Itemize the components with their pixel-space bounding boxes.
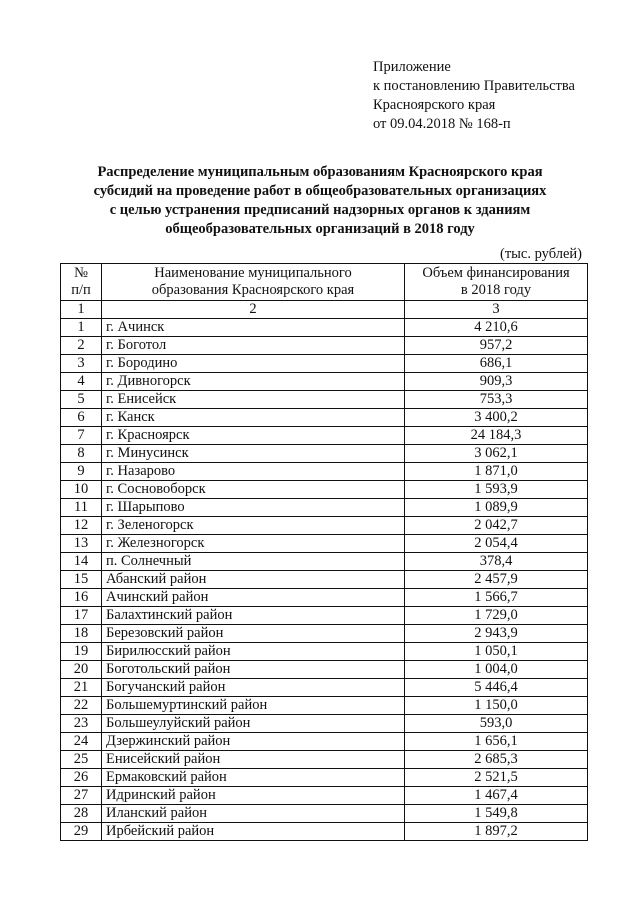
table-row [61,319,588,337]
table-row [61,769,588,787]
table-row [61,337,588,355]
title-line: с целью устранения предписаний надзорных органов к зданиям [109,202,531,218]
funding-amount: 753,3 [405,391,588,409]
header-number [61,264,102,301]
funding-amount: 2 943,9 [405,625,588,643]
municipality-name: г. Сосновоборск [102,481,405,499]
row-number: 24 [61,733,102,751]
row-number: 5 [61,391,102,409]
table-row [61,355,588,373]
table-row [61,589,588,607]
header-number-line1: № [74,265,88,281]
funding-amount: 2 042,7 [405,517,588,535]
municipality-name: г. Красноярск [102,427,405,445]
row-number: 26 [61,769,102,787]
row-number: 10 [61,481,102,499]
municipality-name: г. Ачинск [102,319,405,337]
municipality-name: г. Шарыпово [102,499,405,517]
municipality-name: г. Дивногорск [102,373,405,391]
funding-amount: 686,1 [405,355,588,373]
table-header-row [61,264,588,301]
row-number: 8 [61,445,102,463]
row-number: 11 [61,499,102,517]
column-number: 3 [405,301,588,319]
funding-amount: 3 062,1 [405,445,588,463]
municipality-name: Богучанский район [102,679,405,697]
municipality-name: г. Боготол [102,337,405,355]
row-number: 19 [61,643,102,661]
row-number: 7 [61,427,102,445]
funding-amount: 378,4 [405,553,588,571]
title-line: общеобразовательных организаций в 2018 году [165,221,475,237]
subsidy-table [60,263,588,841]
row-number: 3 [61,355,102,373]
appendix-line: Приложение [373,59,451,75]
table-row [61,661,588,679]
table-row [61,427,588,445]
row-number: 2 [61,337,102,355]
row-number: 13 [61,535,102,553]
municipality-name: г. Зеленогорск [102,517,405,535]
municipality-name: п. Солнечный [102,553,405,571]
table-row [61,499,588,517]
header-amount-line1: Объем финансирования [422,265,570,281]
funding-amount: 1 897,2 [405,823,588,841]
appendix-line: от 09.04.2018 № 168-п [373,116,511,132]
funding-amount: 24 184,3 [405,427,588,445]
municipality-name: Енисейский район [102,751,405,769]
row-number: 4 [61,373,102,391]
funding-amount: 1 089,9 [405,499,588,517]
appendix-line: к постановлению Правительства [373,78,575,94]
header-name-line1: Наименование муниципального [154,265,352,281]
table-row [61,625,588,643]
column-number: 2 [102,301,405,319]
funding-amount: 4 210,6 [405,319,588,337]
municipality-name: Боготольский район [102,661,405,679]
municipality-name: г. Канск [102,409,405,427]
funding-amount: 957,2 [405,337,588,355]
funding-amount: 1 050,1 [405,643,588,661]
funding-amount: 3 400,2 [405,409,588,427]
table-row [61,391,588,409]
table-row [61,697,588,715]
row-number: 6 [61,409,102,427]
row-number: 1 [61,319,102,337]
municipality-name: Березовский район [102,625,405,643]
funding-amount: 2 521,5 [405,769,588,787]
municipality-name: Ачинский район [102,589,405,607]
table-row [61,733,588,751]
funding-amount: 1 467,4 [405,787,588,805]
municipality-name: Дзержинский район [102,733,405,751]
table-row [61,715,588,733]
header-name-line2: образования Красноярского края [151,282,355,298]
row-number: 20 [61,661,102,679]
document-title [60,163,580,239]
table-row [61,571,588,589]
title-line: субсидий на проведение работ в общеобразовательных организациях [93,183,547,199]
header-amount [405,264,588,301]
funding-amount: 2 054,4 [405,535,588,553]
table-body [61,301,588,841]
municipality-name: г. Бородино [102,355,405,373]
funding-amount: 1 729,0 [405,607,588,625]
column-number: 1 [61,301,102,319]
table-row [61,643,588,661]
row-number: 17 [61,607,102,625]
funding-amount: 593,0 [405,715,588,733]
table-row [61,409,588,427]
funding-amount: 1 871,0 [405,463,588,481]
funding-amount: 5 446,4 [405,679,588,697]
municipality-name: Большеулуйский район [102,715,405,733]
header-number-line2: п/п [71,282,91,298]
municipality-name: г. Назарово [102,463,405,481]
table-row [61,823,588,841]
row-number: 28 [61,805,102,823]
row-number: 18 [61,625,102,643]
funding-amount: 1 656,1 [405,733,588,751]
table-row [61,607,588,625]
municipality-name: г. Железногорск [102,535,405,553]
municipality-name: Балахтинский район [102,607,405,625]
row-number: 27 [61,787,102,805]
municipality-name: Абанский район [102,571,405,589]
row-number: 23 [61,715,102,733]
row-number: 14 [61,553,102,571]
appendix-line: Красноярского края [373,97,496,113]
row-number: 9 [61,463,102,481]
units-label: (тыс. рублей) [500,246,582,262]
row-number: 22 [61,697,102,715]
municipality-name: Иланский район [102,805,405,823]
table-row [61,481,588,499]
municipality-name: Большемуртинский район [102,697,405,715]
funding-amount: 2 457,9 [405,571,588,589]
municipality-name: Ермаковский район [102,769,405,787]
appendix-block [373,58,575,134]
row-number: 15 [61,571,102,589]
table-row [61,535,588,553]
table-row [61,751,588,769]
row-number: 29 [61,823,102,841]
table-row [61,679,588,697]
column-number-row [61,301,588,319]
funding-amount: 1 593,9 [405,481,588,499]
row-number: 12 [61,517,102,535]
municipality-name: г. Енисейск [102,391,405,409]
funding-amount: 909,3 [405,373,588,391]
table-row [61,805,588,823]
funding-amount: 1 150,0 [405,697,588,715]
table-row [61,787,588,805]
table-row [61,463,588,481]
municipality-name: Ирбейский район [102,823,405,841]
header-amount-line2: в 2018 году [460,282,532,298]
row-number: 16 [61,589,102,607]
funding-amount: 1 549,8 [405,805,588,823]
table-row [61,445,588,463]
title-line: Распределение муниципальным образованиям Красноярского края [97,164,543,180]
header-name [102,264,405,301]
municipality-name: Бирилюсский район [102,643,405,661]
funding-amount: 2 685,3 [405,751,588,769]
table-row [61,553,588,571]
funding-amount: 1 004,0 [405,661,588,679]
table-row [61,517,588,535]
funding-amount: 1 566,7 [405,589,588,607]
table-row [61,373,588,391]
municipality-name: г. Минусинск [102,445,405,463]
row-number: 25 [61,751,102,769]
municipality-name: Идринский район [102,787,405,805]
row-number: 21 [61,679,102,697]
